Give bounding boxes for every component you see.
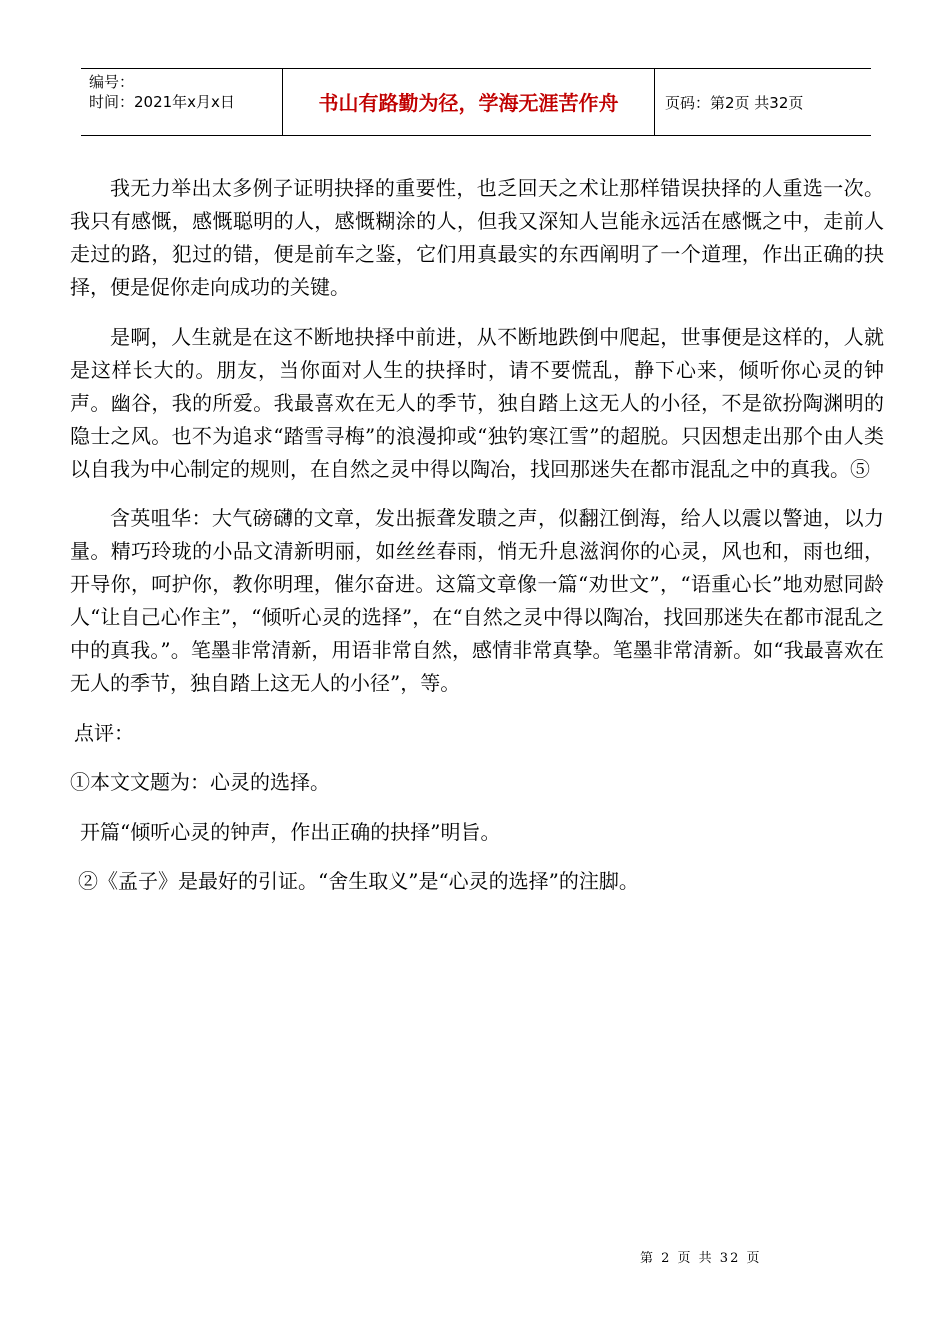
page-footer: 第 2 页 共 32 页 <box>640 1251 762 1266</box>
comment-3: ②《孟子》是最好的引证。“舍生取义”是“心灵的选择”的注脚。 <box>78 869 639 893</box>
paragraph-3: 含英咀华：大气磅礴的文章，发出振聋发聩之声，似翻江倒海，给人以震以警迪，以力量。精巧玲珑的小品文清新明丽，如丝丝春雨，悄无升息滋润你的心灵，风也和，雨也细，开导你，呵护你，教你明理，催尔奋进。这篇文章像一篇“劝世文”，“语重心长”地劝慰同龄人“让自己心作主”，“倾听心灵的选择”，在“自然之灵中得以陶冶，找回那迷失在都市混乱之中的真我。”。笔墨非常清新，用语非常自然，感情非常真挚。笔墨非常清新。如“我最喜欢在无人的季节，独自踏上这无人的小径”，等。 <box>70 506 884 695</box>
header-motto: 书山有路勤为径，学海无涯苦作舟 <box>283 69 655 135</box>
page-header <box>81 68 871 136</box>
comment-1: ①本文文题为：心灵的选择。 <box>70 770 330 794</box>
code-label: 编号： <box>89 73 135 91</box>
paragraph-1: 我无力举出太多例子证明抉择的重要性，也乏回天之术让那样错误抉择的人重选一次。我只有感慨，感慨聪明的人，感慨糊涂的人，但我又深知人岂能永远活在感慨之中，走前人走过的路，犯过的错，便是前车之鉴，它们用真最实的东西阐明了一个道理，作出正确的抉择，便是促你走向成功的关键。 <box>70 176 884 299</box>
paragraph-2: 是啊，人生就是在这不断地抉择中前进，从不断地跌倒中爬起，世事便是这样的，人就是这样长大的。朋友，当你面对人生的抉择时，请不要慌乱，静下心来，倾听你心灵的钟声。幽谷，我的所爱。我最喜欢在无人的季节，独自踏上这无人的小径，不是欲扮陶渊明的隐士之风。也不为追求“踏雪寻梅”的浪漫抑或“独钓寒江雪”的超脱。只因想走出那个由人类以自我为中心制定的规则，在自然之灵中得以陶冶，找回那迷失在都市混乱之中的真我。⑤ <box>70 324 884 481</box>
comment-title: 点评： <box>74 720 134 745</box>
header-meta <box>81 69 283 135</box>
date-label: 时间：2021年x月x日 <box>89 93 235 111</box>
header-page-info: 页码：第2页 共32页 <box>665 94 804 112</box>
document-body <box>70 172 884 915</box>
comment-2: 开篇“倾听心灵的钟声，作出正确的抉择”明旨。 <box>80 819 501 844</box>
